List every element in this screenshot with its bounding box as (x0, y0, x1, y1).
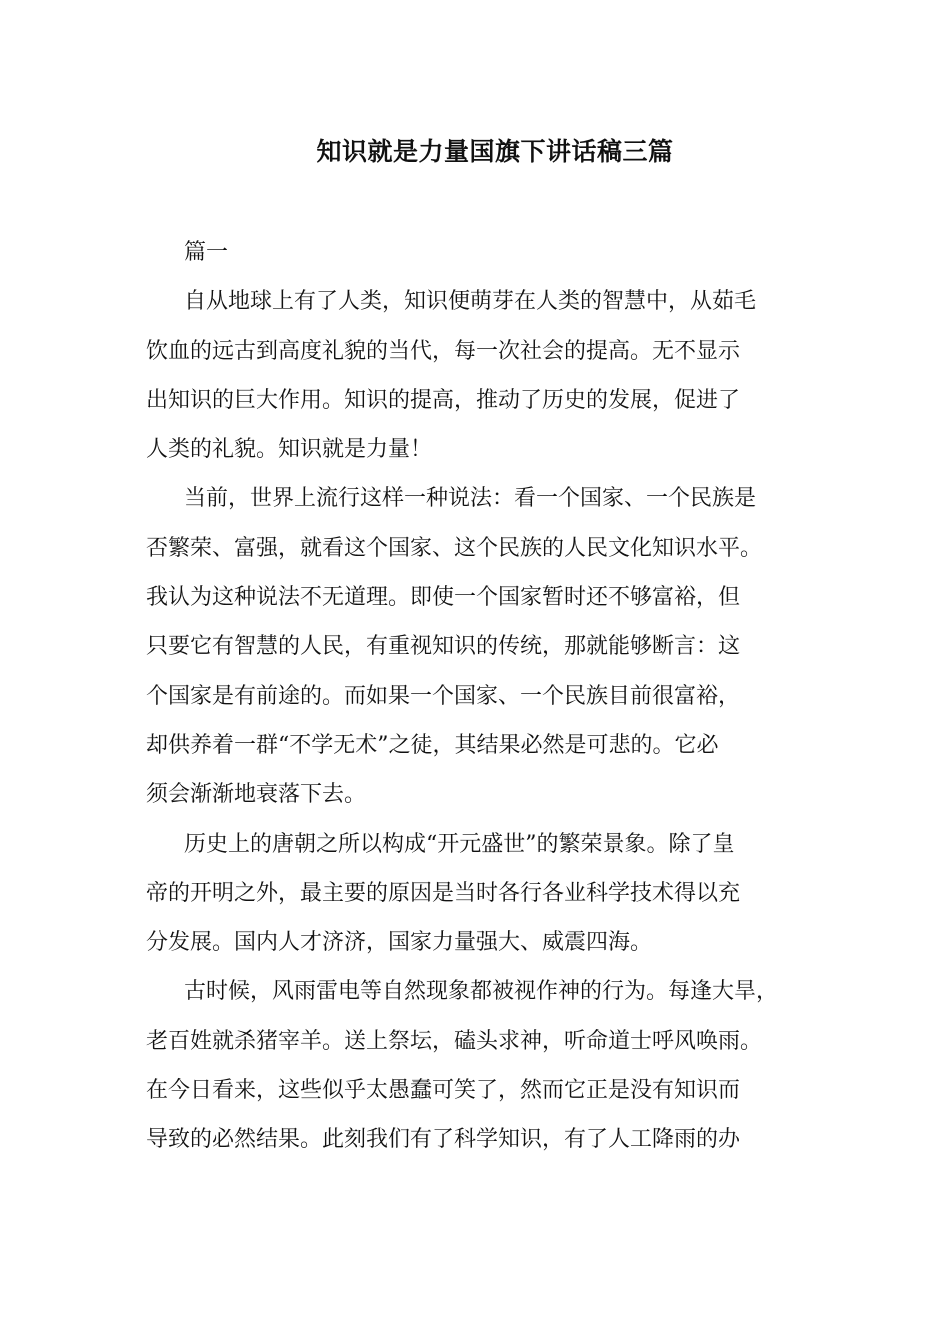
text-line: 古时候，风雨雷电等自然现象都被视作神的行为。每逢大旱， (184, 979, 779, 1005)
text-line: 我认为这种说法不无道理。即使一个国家暂时还不够富裕，但 (146, 585, 741, 611)
text-line: 饮血的远古到高度礼貌的当代，每一次社会的提高。无不显示 (146, 338, 741, 364)
text-line: 在今日看来，这些似乎太愚蠢可笑了，然而它正是没有知识而 (146, 1078, 741, 1104)
text-line: 老百姓就杀猪宰羊。送上祭坛，磕头求神，听命道士呼风唤雨。 (146, 1028, 763, 1054)
page-title: 知识就是力量国旗下讲话稿三篇 (316, 137, 674, 166)
text-line: 当前，世界上流行这样一种说法：看一个国家、一个民族是 (184, 486, 757, 512)
text-line: 否繁荣、富强，就看这个国家、这个民族的人民文化知识水平。 (146, 535, 763, 561)
text-line: 须会渐渐地衰落下去。 (146, 782, 367, 808)
text-line: 分发展。国内人才济济，国家力量强大、威震四海。 (146, 930, 653, 956)
text-line: 自从地球上有了人类，知识便萌芽在人类的智慧中，从茹毛 (184, 289, 757, 315)
text-line: 只要它有智慧的人民，有重视知识的传统，那就能够断言：这 (146, 634, 741, 660)
text-line: 帝的开明之外，最主要的原因是当时各行各业科学技术得以充 (146, 880, 741, 906)
text-line: 篇一 (184, 240, 229, 265)
text-line: 却供养着一群“不学无术”之徒，其结果必然是可悲的。它必 (146, 732, 719, 758)
text-line: 人类的礼貌。知识就是力量！ (146, 437, 433, 463)
text-line: 个国家是有前途的。而如果一个国家、一个民族目前很富裕， (146, 683, 741, 709)
text-line: 导致的必然结果。此刻我们有了科学知识，有了人工降雨的办 (146, 1127, 741, 1153)
document-body (146, 228, 836, 1165)
text-line: 历史上的唐朝之所以构成“开元盛世”的繁荣景象。除了皇 (184, 831, 735, 857)
text-line: 出知识的巨大作用。知识的提高，推动了历史的发展，促进了 (146, 387, 741, 413)
